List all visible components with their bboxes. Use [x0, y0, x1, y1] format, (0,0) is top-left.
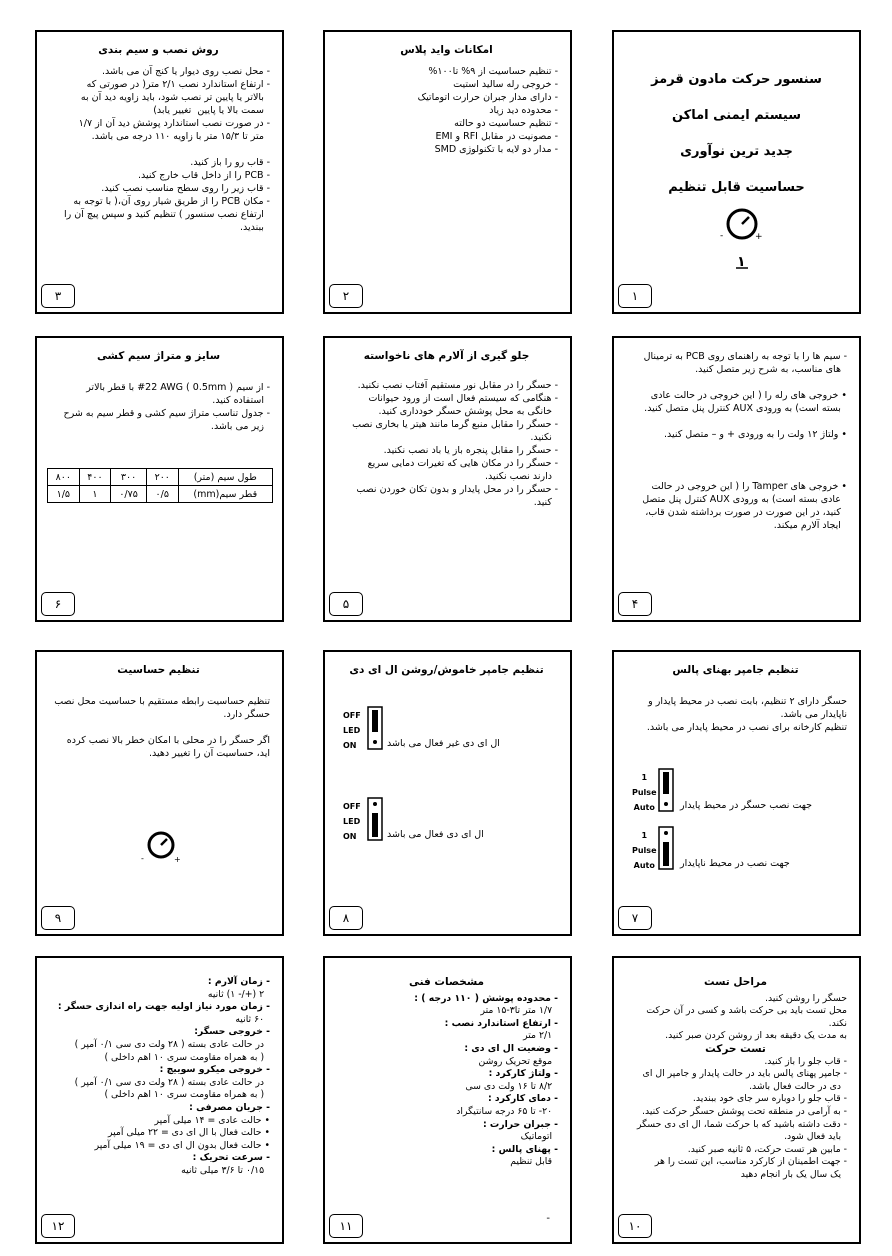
panel-7-content [624, 664, 847, 734]
text-line: - PCB را از داخل قاب خارج کنید. [138, 170, 270, 181]
pulse-jumper-labels [632, 828, 657, 873]
text-line: - سیم ها را با توجه به راهنمای روی PCB به ترمینال [643, 351, 847, 362]
text-line: کنید، در این صورت در صورت برداشته شدن قاب، [645, 507, 847, 518]
text-line: • خروجی های رله را ( این خروجی در حالت عادی [650, 390, 847, 401]
text-line [624, 467, 847, 480]
panel-5-content [335, 350, 558, 509]
text-line: - پهنای پالس : [491, 1143, 558, 1155]
text-line: اگر حسگر را در محلی با امکان خطر بالا نصب کرده [66, 735, 270, 746]
panel-11-text [335, 993, 558, 1169]
jumper-pulse-label: Pulse [632, 788, 657, 797]
table-cell: ۰/۵ [146, 486, 178, 503]
text-line: - قاب جلو را دوباره سر جای خود ببندید. [692, 1093, 847, 1105]
panel-11-title: مشخصات فنی [408, 976, 485, 988]
text-line: اتوماتیک [520, 1131, 558, 1143]
text-line: - جامپر پهنای پالس باید در حالت پایدار و جامپر ال ای [642, 1068, 847, 1080]
panel-2-title: امکانات واید پلاس [400, 44, 493, 56]
panel-2-text [335, 65, 558, 156]
text-line: ایجاد آلارم میکند. [773, 520, 847, 531]
led-disabled-desc: ال ای دی غیر فعال می باشد [387, 738, 500, 749]
text-line: - حسگر را در مکان هایی که تغیرات دمایی سریع [367, 458, 558, 469]
text-line: - مابین هر تست حرکت، ۵ ثانیه صبر کنید. [687, 1143, 847, 1155]
page-number: ۷ [618, 906, 652, 930]
panel-10-steps [624, 1056, 847, 1182]
text-line: زیر می باشد. [210, 421, 270, 432]
text-line: - دارای مدار جبران حرارت اتوماتیک [417, 92, 558, 103]
cover-line: سنسور حرکت مادون قرمز [651, 72, 822, 87]
jumper-auto-icon [658, 826, 674, 870]
text-line [624, 415, 847, 428]
text-line: ۶۰ ثانیه [235, 1013, 270, 1025]
text-line: ( به همراه مقاومت سری ۱۰ اهم داخلی ) [104, 1089, 270, 1101]
table-header-cell: قطر سیم(mm) [178, 486, 272, 503]
table-row [48, 486, 273, 503]
text-line: - زمان آلارم : [207, 976, 270, 987]
text-line: ارتفاع نصب سنسور ) تنظیم کنید و سپس پیچ آن را [64, 209, 270, 220]
text-line: • حالت فعال بدون ال ای دی = ۱۹ میلی آمپر [94, 1139, 270, 1151]
text-line: ۲ (+/- ۱) ثانیه [207, 988, 270, 1000]
text-line: • حالت عادی = ۱۴ میلی آمپر [154, 1114, 270, 1126]
text-line: - وضعیت ال ای دی : [464, 1042, 558, 1054]
text-line: بالاتر یا پایین تر نصب شود، باید زاویه دید آن به [80, 92, 270, 103]
svg-text:-: - [720, 231, 724, 241]
panel-7 [612, 650, 861, 936]
sensitivity-knob-icon [139, 827, 185, 865]
text-line: ( به همراه مقاومت سری ۱۰ اهم داخلی ) [104, 1051, 270, 1063]
panel-9-title: تنظیم حساسیت [117, 664, 200, 676]
trailing-dash: - [546, 1213, 550, 1224]
panel-9 [35, 650, 284, 936]
text-line: در حالت عادی بسته ( ۲۸ ولت دی سی ۰/۱ آمپر ) [74, 1038, 270, 1050]
unstable-env-desc: جهت نصب در محیط ناپایدار [680, 858, 790, 869]
panel-8-title: تنظیم جامپر خاموش/روشن ال ای دی [349, 664, 544, 676]
text-line: - تنظیم حساسیت از ۹% تا۱۰۰% [428, 66, 558, 77]
text-line: - دقت داشته باشید که با حرکت شما، ال ای دی حسگر [637, 1118, 847, 1130]
text-line [47, 721, 270, 734]
page-number: ۱۰ [618, 1214, 652, 1238]
text-line: - جدول تناسب متراژ سیم کشی و قطر سیم به شرح [63, 408, 270, 419]
text-line: - محل نصب روی دیوار یا کنج آن می باشد. [101, 66, 270, 77]
table-cell: ۱ [79, 486, 111, 503]
panel-5 [323, 336, 572, 622]
wire-length-table [47, 468, 273, 503]
text-line: خانگی به محل پوشش حسگر خودداری کنید. [378, 406, 558, 417]
text-line: - جبران حرارت : [482, 1118, 558, 1130]
panel-6-text [47, 381, 270, 433]
panel-5-text [335, 379, 558, 509]
text-line: - محدوده پوشش ( ۱۱۰ درجه ) : [414, 992, 558, 1004]
table-cell: ۳۰۰ [111, 469, 147, 486]
table-header-cell: طول سیم (متر) [178, 469, 272, 486]
page-number: ۶ [41, 592, 75, 616]
text-line: ببندید. [239, 222, 270, 233]
stable-env-desc: جهت نصب حسگر در محیط پایدار [680, 800, 813, 811]
jumper-off-label: OFF [343, 802, 361, 811]
pulse-jumper-labels [632, 770, 657, 815]
sensitivity-knob-icon [718, 204, 766, 270]
page-number: ۲ [329, 284, 363, 308]
text-line: - خروجی حسگر: [194, 1026, 270, 1038]
text-line: - مکان PCB را از طریق شیار روی آن،( با توجه به [73, 196, 270, 207]
jumper-auto-label: Auto [633, 861, 655, 870]
jumper-on-label: ON [343, 741, 357, 750]
panel-6 [35, 336, 284, 622]
text-line: دارند نصب نکنید. [484, 471, 558, 482]
text-line: - خروجی میکرو سوییچ : [159, 1064, 270, 1076]
panel-10-subtitle: تست حرکت [705, 1042, 766, 1055]
text-line: - سرعت تحریک : [192, 1152, 270, 1164]
text-line: باید فعال شود. [784, 1131, 847, 1143]
panel-2-content [335, 44, 558, 156]
text-line [624, 441, 847, 454]
text-line: • حالت فعال با ال ای دی = ۲۲ میلی آمپر [107, 1127, 270, 1139]
text-line: بسته است) به ورودی AUX کنترل پنل متصل کنید. [644, 403, 847, 414]
text-line: - مدار دو لایه با تکنولوژی SMD [434, 144, 558, 155]
svg-text:+: + [755, 232, 763, 242]
panel-4-text [624, 350, 847, 532]
text-line: - به آرامی در منطقه تحت پوشش حسگر حرکت کنید. [642, 1105, 847, 1117]
panel-4 [612, 336, 861, 622]
page-number: ۱ [618, 284, 652, 308]
jumper-off-icon [367, 706, 383, 750]
panel-8 [323, 650, 572, 936]
jumper-1-label: 1 [641, 773, 648, 782]
page-number: ۱۱ [329, 1214, 363, 1238]
table-cell: ۰/۷۵ [111, 486, 147, 503]
page-number: ۸ [329, 906, 363, 930]
text-line: نکنید. [530, 432, 558, 443]
page-number: ۱۲ [41, 1214, 75, 1238]
page-number: ۴ [618, 592, 652, 616]
text-line: • ولتاژ ۱۲ ولت را به ورودی + و – متصل کنید. [663, 429, 847, 440]
text-line: - در صورت نصب استاندارد پوشش دید آن از ۱/۷ [78, 118, 270, 129]
text-line: قابل تنظیم [510, 1156, 558, 1168]
text-line: متر تا ۱۵/۳ متر با زاویه ۱۱۰ درجه می باشد. [91, 131, 270, 142]
panel-3 [35, 30, 284, 314]
panel-6-content [47, 350, 270, 433]
text-line [624, 376, 847, 389]
text-line: - حسگر را در مقابل نور مستقیم آفتاب نصب نکنید. [357, 380, 558, 391]
cover-line: جدید ترین نوآوری [680, 144, 793, 159]
panel-10-title: مراحل تست [704, 976, 767, 988]
jumper-led-label: LED [343, 726, 361, 735]
text-line: یک سال یک بار انجام دهید [740, 1168, 847, 1180]
panel-7-title: تنظیم جامپر بهنای پالس [672, 664, 799, 676]
svg-text:۱: ۱ [737, 254, 746, 270]
text-line: کنید. [533, 497, 558, 508]
text-line: - قاب رو را باز کنید. [190, 157, 270, 168]
text-line: ۲۰- تا ۶۵ درجه سانتیگراد [456, 1105, 558, 1117]
table-row [48, 469, 273, 486]
panel-4-content [624, 350, 847, 532]
text-line: - دمای کارکرد : [487, 1093, 558, 1105]
svg-text:-: - [141, 854, 144, 863]
text-line: دی در حالت فعال باشد. [749, 1080, 847, 1092]
panel-9-text [47, 695, 270, 760]
text-line: در حالت عادی بسته ( ۲۸ ولت دی سی ۰/۱ آمپر ) [74, 1076, 270, 1088]
table-cell: ۲۰۰ [146, 469, 178, 486]
panel-2 [323, 30, 572, 314]
page-number: ۳ [41, 284, 75, 308]
text-line [624, 454, 847, 467]
jumper-auto-label: Auto [633, 803, 655, 812]
svg-text:+: + [174, 855, 181, 864]
panel-11-content [335, 976, 558, 1169]
text-line: محل تست باید بی حرکت باشد و کسی در آن حرکت [646, 1005, 847, 1017]
panel-12 [35, 956, 284, 1244]
jumper-off-label: OFF [343, 711, 361, 720]
text-line: ناپایدار می باشد. [780, 709, 847, 720]
text-line: - زمان مورد نیاز اولیه جهت راه اندازی حسگر : [57, 1001, 270, 1013]
text-line: - هنگامی که سیستم فعال است از ورود حیوانات [368, 393, 558, 404]
text-line: های مناسب، به شرح زیر متصل کنید. [695, 364, 847, 375]
text-line: موقع تحریک روشن [478, 1055, 558, 1067]
text-line: - ارتفاع استاندارد نصب : [444, 1017, 558, 1029]
text-line: ۲/۱ متر [523, 1030, 558, 1042]
panel-8-content [335, 664, 558, 685]
panel-6-title: سایز و متراژ سیم کشی [96, 350, 221, 362]
panel-10-content [624, 976, 847, 1182]
panel-11 [323, 956, 572, 1244]
jumper-led-label: LED [343, 817, 361, 826]
text-line: - ارتفاع استاندارد نصب ۲/۱ متر( در صورتی که [86, 79, 270, 90]
jumper-pulse-1-icon [658, 768, 674, 812]
table-cell: ۸۰۰ [48, 469, 80, 486]
panel-7-text [624, 695, 847, 734]
text-line: - حسگر را در محل پایدار و بدون تکان خوردن نصب [356, 484, 558, 495]
jumper-on-icon [367, 797, 383, 841]
text-line: تنظیم کارخانه برای نصب در محیط پایدار می باشد. [646, 722, 847, 733]
jumper-on-label: ON [343, 832, 357, 841]
text-line: - حسگر را مقابل پنجره باز یا باد نصب نکنید. [383, 445, 558, 456]
panel-12-content [47, 976, 270, 1178]
panel-3-content [47, 44, 270, 234]
text-line: - حسگر را مقابل منبع گرما مانند هیتر یا بخاری نصب [352, 419, 558, 430]
text-line: - محدوده دید زیاد [489, 105, 558, 116]
text-line: تنظیم حساسیت رابطه مستقیم با حساسیت محل نصب [54, 696, 270, 707]
text-line: ۰/۱۵ تا ۳/۶ میلی ثانیه [181, 1164, 270, 1176]
text-line: - جریان مصرفی : [189, 1101, 270, 1113]
panel-10-text [624, 993, 847, 1043]
panel-12-text [47, 976, 270, 1178]
jumper-1-label: 1 [641, 831, 648, 840]
text-line: استفاده کنید. [212, 395, 270, 406]
panel-3-text [47, 65, 270, 234]
table-cell: ۴۰۰ [79, 469, 111, 486]
panel-1 [612, 30, 861, 314]
page-number: ۹ [41, 906, 75, 930]
led-jumper-labels [343, 708, 361, 753]
text-line: حسگر را روشن کنید. [765, 992, 847, 1004]
text-line: سمت بالا یا پایین تغییر یابد) [153, 105, 270, 116]
text-line: - خروجی رله سالید استیت [453, 79, 558, 90]
text-line: اید، حساسیت آن را تغییر دهید. [149, 748, 270, 759]
text-line: - قاب زیر را روی سطح مناسب نصب کنید. [101, 183, 270, 194]
text-line: حسگر دارای ۲ تنظیم، بابت نصب در محیط پایدار و [648, 696, 847, 707]
text-line [47, 143, 270, 156]
text-line: عادی بسته است) به ورودی AUX کنترل پنل متصل [642, 494, 847, 505]
led-jumper-labels [343, 799, 361, 844]
page-number: ۵ [329, 592, 363, 616]
text-line: به مدت یک دقیقه بعد از روشن کردن صبر کنید. [665, 1030, 847, 1042]
text-line: نکند. [828, 1017, 847, 1029]
jumper-pulse-label: Pulse [632, 846, 657, 855]
text-line: - قاب جلو را باز کنید. [764, 1055, 847, 1067]
text-line: ۱/۷ متر تا۳-۱۵ متر [480, 1005, 558, 1017]
cover-lines [614, 62, 859, 206]
cover-line: حساسیت قابل تنظیم [668, 180, 805, 195]
text-line: - جهت اطمینان از کارکرد مناسب، این تست را هر [654, 1156, 847, 1168]
text-line: - ولتاژ کارکرد : [488, 1068, 558, 1080]
text-line: حسگر دارد. [223, 709, 270, 720]
panel-5-title: جلو گیری از آلارم های ناخواسته [363, 350, 530, 362]
text-line: - از سیم ( 0.5mm ) #22 AWG با قطر بالاتر [86, 382, 270, 393]
text-line: • خروجی های Tamper را ( این خروجی در حالت [651, 481, 847, 492]
cover-line: سیستم ایمنی اماکن [671, 108, 802, 123]
panel-9-content [47, 664, 270, 760]
panel-3-title: روش نصب و سیم بندی [98, 44, 219, 56]
text-line: - تنظیم حساسیت دو حالته [454, 118, 558, 129]
text-line: ۸/۲ تا ۱۶ ولت دی سی [465, 1080, 558, 1092]
panel-10 [612, 956, 861, 1244]
text-line: - مصونیت در مقابل RFI و EMI [435, 131, 558, 142]
led-enabled-desc: ال ای دی فعال می باشد [387, 829, 484, 840]
table-cell: ۱/۵ [48, 486, 80, 503]
